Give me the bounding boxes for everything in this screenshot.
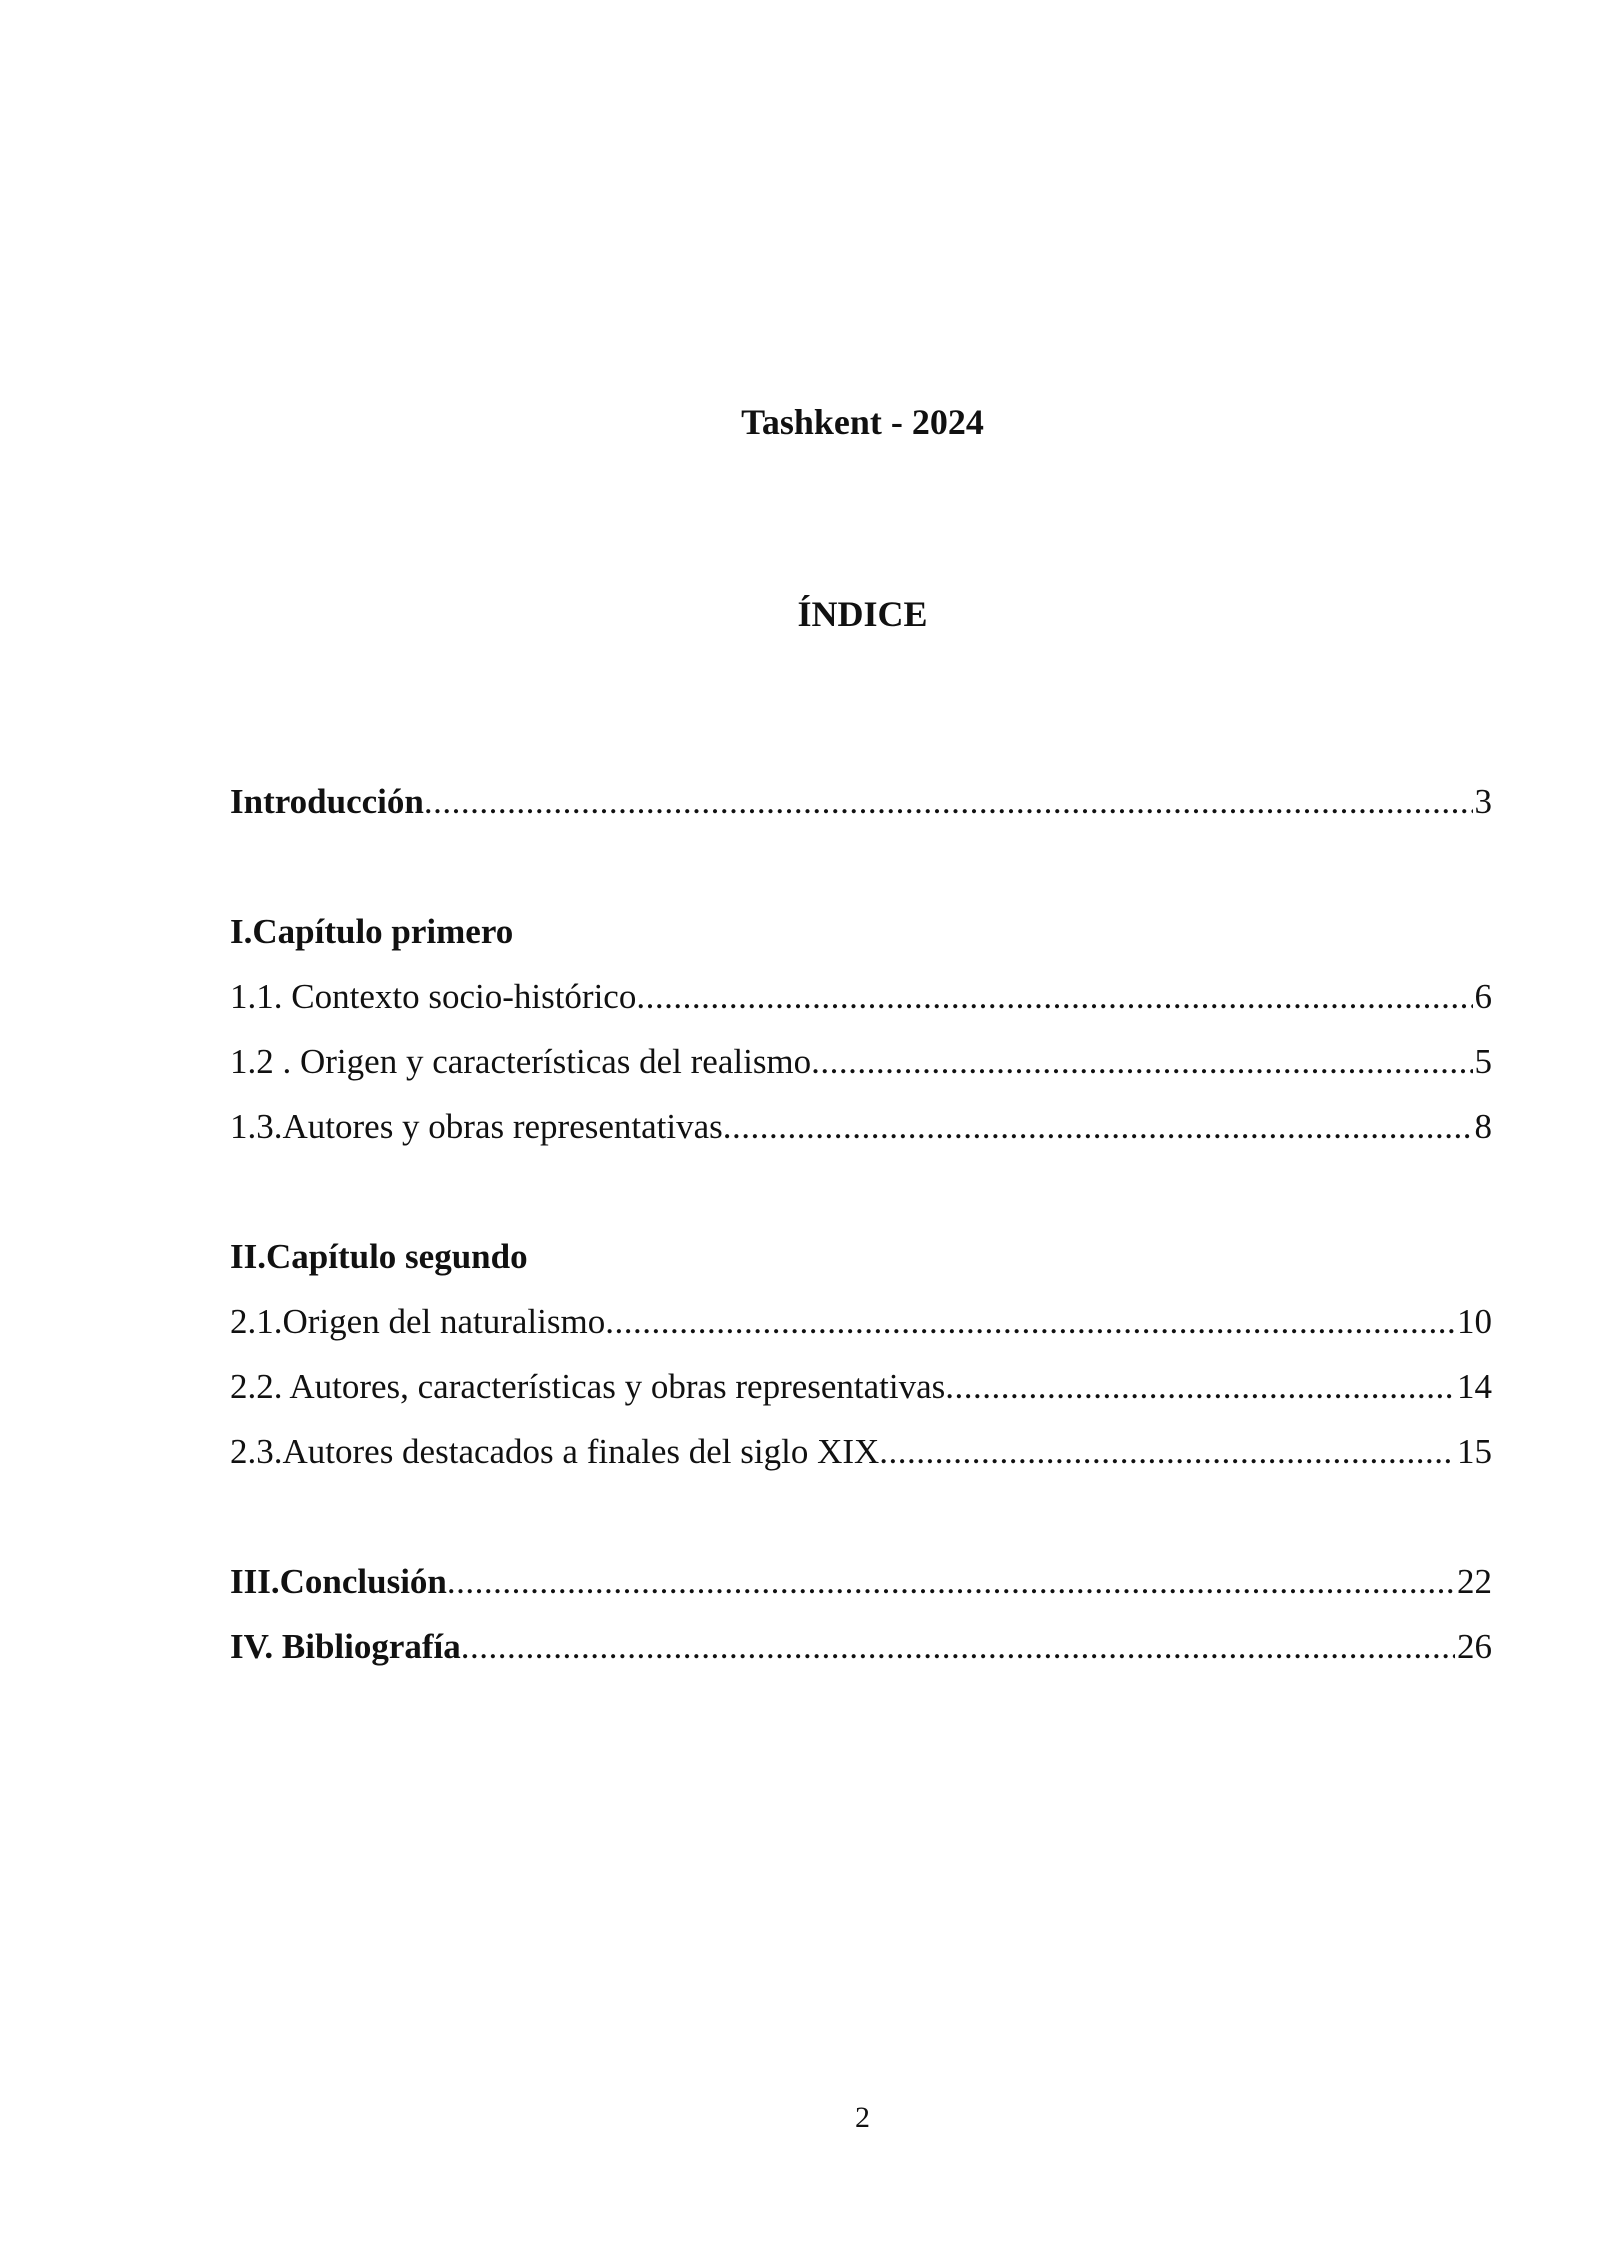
toc-entry-label: 1.1. Contexto socio-histórico [230, 977, 637, 1016]
toc-entry-2-1[interactable] [230, 1296, 1492, 1348]
toc-entry-label: 2.3.Autores destacados a finales del siglo XIX [230, 1432, 880, 1471]
toc-entry-page: 15 [1457, 1432, 1492, 1471]
toc-leader-dots [723, 1101, 1473, 1153]
toc-leader-dots [447, 1556, 1455, 1608]
toc-entry-1-3[interactable] [230, 1101, 1492, 1153]
toc-entry-2-3[interactable] [230, 1426, 1492, 1478]
toc-heading: ÍNDICE [797, 594, 928, 634]
toc-entry-page: 10 [1457, 1302, 1492, 1341]
toc-entry-label: III.Conclusión [230, 1562, 447, 1601]
page-number: 2 [855, 2101, 870, 2134]
toc-entry-page: 22 [1457, 1562, 1492, 1601]
toc-leader-dots [461, 1621, 1455, 1673]
toc-entry-page: 26 [1457, 1627, 1492, 1666]
toc-entry-label: Introducción [230, 782, 424, 821]
toc-entry-1-2[interactable] [230, 1036, 1492, 1088]
toc-entry-page: 14 [1457, 1367, 1492, 1406]
toc-entry-page: 5 [1474, 1042, 1492, 1081]
toc-leader-dots [879, 1426, 1455, 1478]
toc-leader-dots [945, 1361, 1455, 1413]
toc-entry-page: 6 [1474, 977, 1492, 1016]
toc-leader-dots [636, 971, 1472, 1023]
toc-chapter-2-title: II.Capítulo segundo [230, 1237, 528, 1276]
toc-entry-label: 1.3.Autores y obras representativas [230, 1107, 723, 1146]
toc-entry-conclusion[interactable] [230, 1556, 1492, 1608]
toc-entry-page: 8 [1474, 1107, 1492, 1146]
toc-entry-bibliography[interactable] [230, 1621, 1492, 1673]
toc-chapter-1-title: I.Capítulo primero [230, 912, 514, 951]
toc-leader-dots [811, 1036, 1472, 1088]
toc-entry-label: 2.1.Origen del naturalismo [230, 1302, 606, 1341]
city-year: Tashkent - 2024 [741, 402, 984, 442]
toc-entry-introduction[interactable] [230, 776, 1492, 828]
toc-entry-2-2[interactable] [230, 1361, 1492, 1413]
toc-leader-dots [424, 776, 1473, 828]
toc-entry-page: 3 [1474, 782, 1492, 821]
toc-leader-dots [605, 1296, 1455, 1348]
toc-entry-label: IV. Bibliografía [230, 1627, 461, 1666]
toc-entry-label: 2.2. Autores, características y obras representativas [230, 1367, 946, 1406]
toc-entry-1-1[interactable] [230, 971, 1492, 1023]
toc-entry-label: 1.2 . Origen y características del realismo [230, 1042, 812, 1081]
